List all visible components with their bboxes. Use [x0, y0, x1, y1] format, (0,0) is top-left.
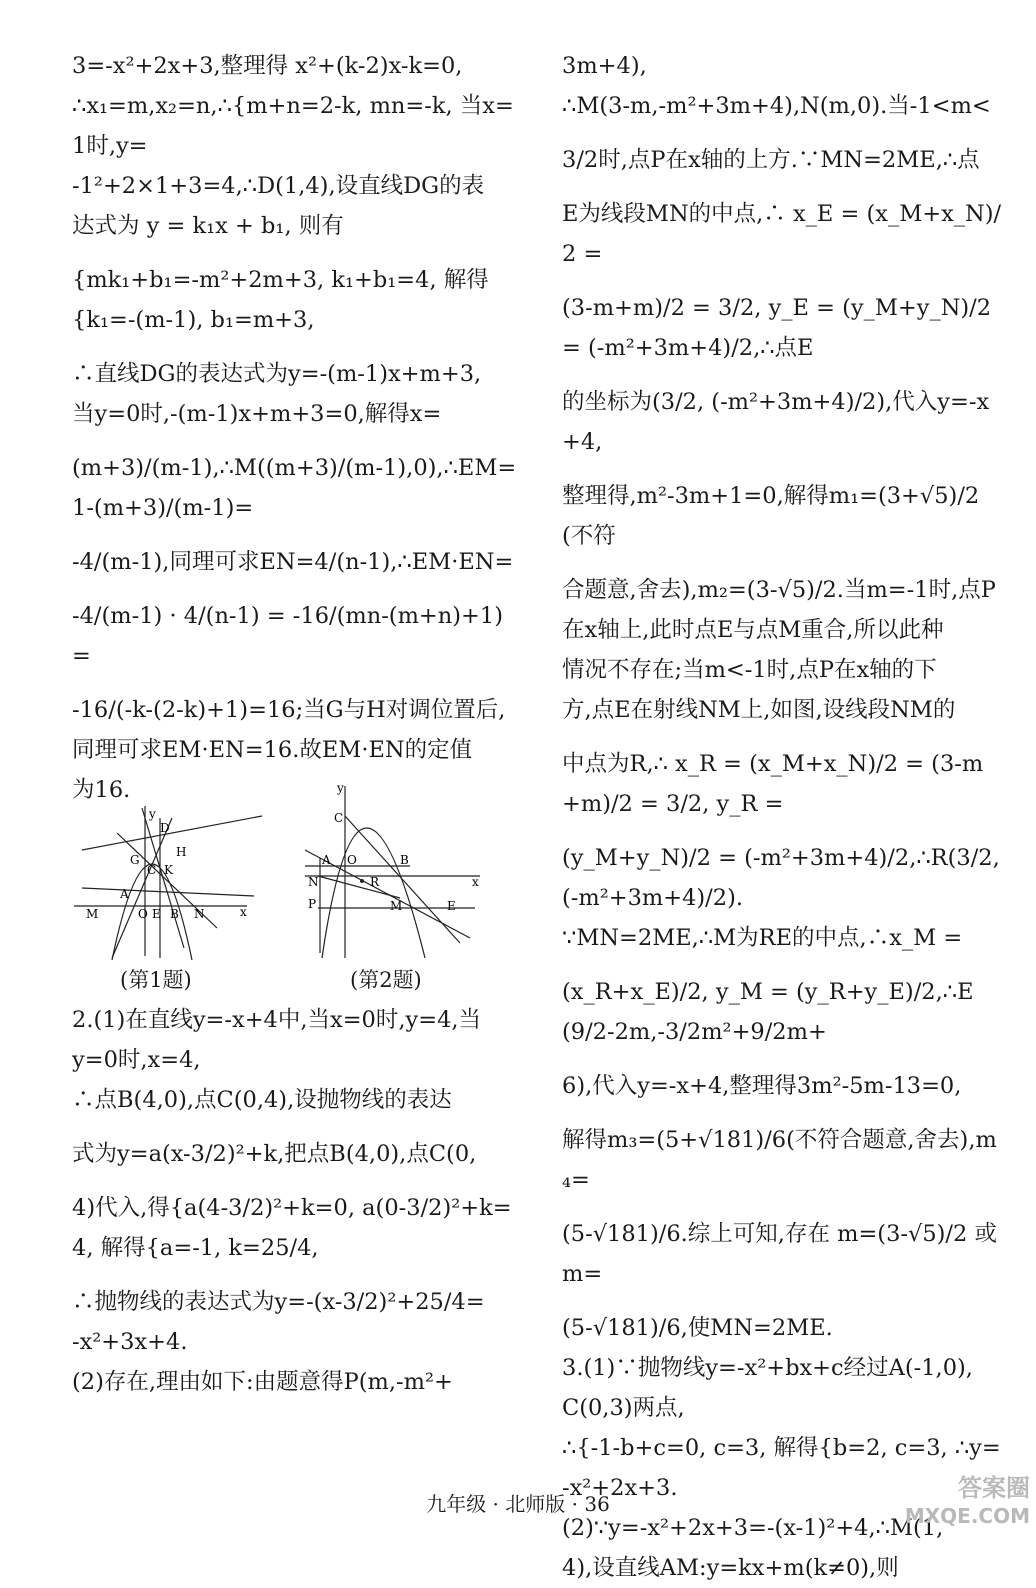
text-line: (x_R+x_E)/2, y_M = (y_R+y_E)/2,∴E(9/2-2m,-3/2m²+9/2m+ — [562, 979, 974, 1045]
figure-label: O — [138, 907, 148, 921]
text-line: 当y=0时,-(m-1)x+m+3=0,解得x= — [72, 401, 442, 427]
left-column — [72, 46, 517, 810]
figure-label: R — [370, 875, 380, 889]
text-line: -1²+2×1+3=4,∴D(1,4),设直线DG的表 — [72, 173, 485, 199]
text-line: (y_M+y_N)/2 = (-m²+3m+4)/2,∴R(3/2, (-m²+3m+4)/2). — [562, 845, 1000, 911]
watermark-text: 答案圈 — [958, 1474, 1030, 1502]
figure-label: G — [130, 853, 140, 867]
figure-label: P — [308, 897, 317, 911]
left-column-q2 — [72, 1000, 517, 1402]
text-line: -4/(m-1) · 4/(n-1) = -16/(mn-(m+n)+1)= — [72, 603, 503, 669]
right-column — [562, 46, 1002, 1588]
figure-label: E — [447, 899, 456, 913]
text-line: 方,点E在射线NM上,如图,设线段NM的 — [562, 697, 956, 723]
figure-label: C — [147, 863, 157, 877]
text-line: C(0,3)两点, — [562, 1395, 685, 1421]
figure-label: N — [308, 875, 319, 889]
figure-label: H — [176, 845, 187, 859]
text-line: 同理可求EM·EN=16.故EM·EN的定值 — [72, 737, 473, 763]
text-line: 的坐标为(3/2, (-m²+3m+4)/2),代入y=-x+4, — [562, 389, 990, 455]
text-line: 为16. — [72, 777, 131, 803]
figure-label: K — [164, 863, 173, 877]
figure-label: N — [194, 907, 205, 921]
text-line: 4)代入,得{a(4-3/2)²+k=0, a(0-3/2)²+k=4, 解得{a=-1, k=25/4, — [72, 1195, 512, 1261]
text-line: 2.(1)在直线y=-x+4中,当x=0时,y=4,当 — [72, 1007, 482, 1033]
figure-2-caption: (第2题) — [350, 968, 422, 992]
text-line: (m+3)/(m-1),∴M((m+3)/(m-1),0),∴EM=1-(m+3)/(m-1)= — [72, 455, 517, 521]
text-line: ∵MN=2ME,∴M为RE的中点,∴x_M = — [562, 925, 963, 951]
figure-label: A — [120, 887, 129, 901]
figure-1 — [72, 778, 267, 963]
text-line: (2)存在,理由如下:由题意得P(m,-m²+ — [72, 1369, 453, 1395]
figure-label: E — [152, 907, 161, 921]
text-line: (3-m+m)/2 = 3/2, y_E = (y_M+y_N)/2 = (-m²+3m+4)/2,∴点E — [562, 295, 992, 361]
text-line: 3/2时,点P在x轴的上方.∵MN=2ME,∴点 — [562, 147, 980, 173]
text-line: ∴点B(4,0),点C(0,4),设抛物线的表达 — [72, 1087, 452, 1113]
text-line: (5-√181)/6,使MN=2ME. — [562, 1315, 833, 1341]
text-line: 在x轴上,此时点E与点M重合,所以此种 — [562, 617, 944, 643]
text-line: (5-√181)/6.综上可知,存在 m=(3-√5)/2 或 m= — [562, 1221, 997, 1287]
text-line: 中点为R,∴ x_R = (x_M+x_N)/2 = (3-m+m)/2 = 3/2, y_R = — [562, 751, 984, 817]
text-line: 3m+4), — [562, 53, 647, 79]
figure-label: A — [322, 853, 331, 867]
figure-label: C — [334, 811, 344, 825]
figure-label: x — [472, 875, 479, 889]
text-line: 式为y=a(x-3/2)²+k,把点B(4,0),点C(0, — [72, 1141, 477, 1167]
text-line: 达式为 y = k₁x + b₁, 则有 — [72, 213, 344, 239]
figure-label: B — [170, 907, 179, 921]
text-line: 合题意,舍去),m₂=(3-√5)/2.当m=-1时,点P — [562, 577, 996, 603]
text-line: ∴抛物线的表达式为y=-(x-3/2)²+25/4= — [72, 1289, 485, 1315]
text-line: ∴x₁=m,x₂=n,∴{m+n=2-k, mn=-k, 当x=1时,y= — [72, 93, 514, 159]
text-line: -4/(m-1),同理可求EN=4/(n-1),∴EM·EN= — [72, 549, 514, 575]
figure-label: D — [160, 821, 170, 835]
text-line: ∴{-1-b+c=0, c=3, 解得{b=2, c=3, ∴y=-x²+2x+3. — [562, 1435, 1001, 1501]
figure-2 — [300, 778, 500, 963]
text-line: 3.(1)∵抛物线y=-x²+bx+c经过A(-1,0), — [562, 1355, 973, 1381]
text-line: ∴直线DG的表达式为y=-(m-1)x+m+3, — [72, 361, 482, 387]
text-line: 整理得,m²-3m+1=0,解得m₁=(3+√5)/2(不符 — [562, 483, 980, 549]
text-line: E为线段MN的中点,∴ x_E = (x_M+x_N)/2 = — [562, 201, 1002, 267]
figure-label: y — [337, 781, 344, 795]
text-line: {mk₁+b₁=-m²+2m+3, k₁+b₁=4, 解得 {k₁=-(m-1), b₁=m+3, — [72, 267, 489, 333]
text-line: 3=-x²+2x+3,整理得 x²+(k-2)x-k=0, — [72, 53, 463, 79]
text-line: 解得m₃=(5+√181)/6(不符合题意,舍去),m₄= — [562, 1127, 997, 1193]
figures — [72, 778, 517, 993]
figure-label: O — [347, 853, 357, 867]
text-line: -x²+3x+4. — [72, 1329, 188, 1355]
text-line: ∴M(3-m,-m²+3m+4),N(m,0).当-1<m< — [562, 93, 991, 119]
watermark-url: MXQE.COM — [904, 1504, 1030, 1528]
text-line: (2)∵y=-x²+2x+3=-(x-1)²+4,∴M(1, — [562, 1515, 944, 1541]
figure-label: B — [400, 853, 409, 867]
figure-label: x — [240, 905, 247, 919]
text-line: 6),代入y=-x+4,整理得3m²-5m-13=0, — [562, 1073, 962, 1099]
text-line: 4),设直线AM:y=kx+m(k≠0),则 — [562, 1555, 899, 1581]
watermark-logo — [905, 1474, 1030, 1530]
text-line: 情况不存在;当m<-1时,点P在x轴的下 — [562, 657, 937, 683]
figure-1-caption: (第1题) — [120, 968, 192, 992]
figure-label: M — [390, 899, 403, 913]
figure-label: M — [86, 907, 99, 921]
figure-label: y — [149, 807, 156, 821]
text-line: y=0时,x=4, — [72, 1047, 201, 1073]
text-line: -16/(-k-(2-k)+1)=16;当G与H对调位置后, — [72, 697, 506, 723]
page-footer: 九年级 · 北师版 · 36 — [426, 1492, 610, 1516]
